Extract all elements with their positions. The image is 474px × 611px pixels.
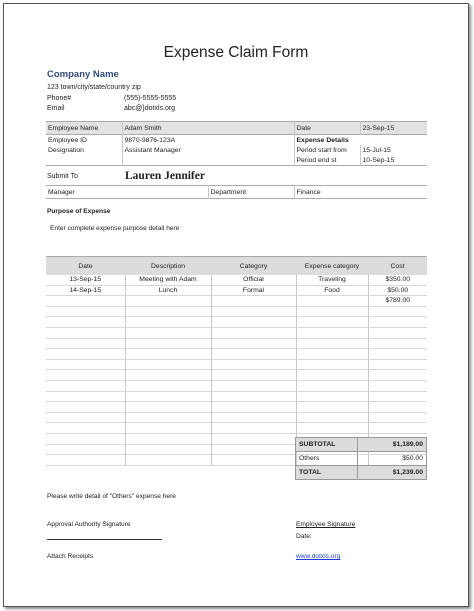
designation-value: Assistant Manager xyxy=(122,145,294,155)
table-row xyxy=(46,391,427,402)
cell-cost[interactable] xyxy=(368,338,427,349)
table-row xyxy=(46,327,427,338)
form-page xyxy=(3,3,469,607)
table-row xyxy=(46,275,427,285)
cell-category[interactable] xyxy=(211,423,296,434)
cell-category[interactable] xyxy=(211,391,296,402)
cell-date[interactable] xyxy=(46,433,125,444)
email-label: Email xyxy=(47,105,65,112)
date-value: 23-Sep-15 xyxy=(360,122,427,135)
cell-cost[interactable] xyxy=(368,306,427,317)
cell-expense-category[interactable] xyxy=(296,423,368,434)
period-start-label: Period start from xyxy=(294,145,360,155)
cell-description[interactable] xyxy=(125,391,211,402)
cell-expense-category[interactable] xyxy=(296,327,368,338)
cell-category[interactable] xyxy=(211,370,296,381)
subtotal-label: SUBTOTAL xyxy=(296,438,358,452)
cell-cost[interactable]: $350.00 xyxy=(368,275,427,285)
cell-description[interactable] xyxy=(125,359,211,370)
cell-date[interactable] xyxy=(46,444,125,455)
totals-table xyxy=(295,437,427,480)
cell-category[interactable] xyxy=(211,306,296,317)
col-header-category: Category xyxy=(211,257,296,276)
table-row xyxy=(46,402,427,413)
total-label: TOTAL xyxy=(296,466,358,480)
cell-description[interactable] xyxy=(125,402,211,413)
cell-date[interactable] xyxy=(46,317,125,328)
cell-category[interactable] xyxy=(211,412,296,423)
cell-description[interactable] xyxy=(125,433,211,444)
cell-date[interactable]: 13-Sep-15 xyxy=(46,275,125,285)
approval-signature-label: Approval Authority Signature xyxy=(47,521,131,528)
cell-category[interactable] xyxy=(211,338,296,349)
cell-expense-category[interactable] xyxy=(296,412,368,423)
period-start-value: 15-Jul-15 xyxy=(360,145,427,155)
cell-expense-category[interactable] xyxy=(296,317,368,328)
cell-cost[interactable] xyxy=(368,370,427,381)
col-header-cost: Cost xyxy=(368,257,427,276)
cell-expense-category[interactable]: Traveling xyxy=(296,275,368,285)
employee-signature-label: Employee Signature xyxy=(296,521,356,528)
cell-cost[interactable] xyxy=(368,327,427,338)
submit-to-table xyxy=(46,185,427,199)
cell-date[interactable] xyxy=(46,296,125,307)
table-row xyxy=(46,423,427,434)
cell-description[interactable] xyxy=(125,412,211,423)
cell-cost[interactable] xyxy=(368,359,427,370)
cell-cost[interactable] xyxy=(368,423,427,434)
employee-id-label: Employee ID xyxy=(46,135,122,146)
cell-date[interactable] xyxy=(46,455,125,466)
cell-cost[interactable] xyxy=(368,349,427,360)
cell-category[interactable] xyxy=(211,444,296,455)
submit-to-label: Submit To xyxy=(47,173,78,180)
employee-info-table xyxy=(46,121,427,166)
table-row xyxy=(46,338,427,349)
purpose-label: Purpose of Expense xyxy=(47,208,111,215)
table-row xyxy=(46,285,427,296)
col-header-expense-category: Expense category xyxy=(296,257,368,276)
cell-description[interactable] xyxy=(125,380,211,391)
table-row xyxy=(46,370,427,381)
cell-description[interactable]: Meeting with Adam xyxy=(125,275,211,285)
table-row xyxy=(46,412,427,423)
cell-cost[interactable] xyxy=(368,380,427,391)
website-link[interactable]: www.dotxls.org xyxy=(296,553,341,560)
period-end-value: 10-Sep-15 xyxy=(360,155,427,166)
employee-date-label: Date: xyxy=(296,533,312,540)
cell-expense-category[interactable] xyxy=(296,306,368,317)
cell-expense-category[interactable]: Food xyxy=(296,285,368,296)
cell-description[interactable] xyxy=(125,317,211,328)
cell-expense-category[interactable] xyxy=(296,380,368,391)
department-label: Department xyxy=(208,186,294,199)
approval-signature-line xyxy=(47,539,162,540)
table-row xyxy=(46,349,427,360)
cell-category[interactable] xyxy=(211,380,296,391)
table-row xyxy=(46,306,427,317)
others-value: $50.00 xyxy=(357,452,426,466)
cell-description[interactable] xyxy=(125,370,211,381)
submit-to-name: Lauren Jennifer xyxy=(125,170,205,182)
table-row xyxy=(46,380,427,391)
cell-cost[interactable] xyxy=(368,317,427,328)
cell-date[interactable]: 14-Sep-15 xyxy=(46,285,125,296)
cell-date[interactable] xyxy=(46,412,125,423)
others-note: Please write detail of "Others" expense here xyxy=(47,493,176,500)
cell-description[interactable] xyxy=(125,423,211,434)
cell-category[interactable]: Official xyxy=(211,275,296,285)
cell-cost[interactable] xyxy=(368,412,427,423)
col-header-description: Description xyxy=(125,257,211,276)
cell-category[interactable] xyxy=(211,327,296,338)
cell-date[interactable] xyxy=(46,327,125,338)
period-end-label: Period end st xyxy=(294,155,360,166)
cell-description[interactable]: Lunch xyxy=(125,285,211,296)
employee-name-value: Adam Smith xyxy=(122,122,294,135)
cell-category[interactable] xyxy=(211,359,296,370)
table-row xyxy=(46,296,427,307)
expense-table xyxy=(46,256,427,466)
cell-date[interactable] xyxy=(46,349,125,360)
cell-date[interactable] xyxy=(46,359,125,370)
cell-description[interactable] xyxy=(125,349,211,360)
cell-date[interactable] xyxy=(46,306,125,317)
table-row xyxy=(46,317,427,328)
cell-expense-category[interactable] xyxy=(296,402,368,413)
col-header-date: Date xyxy=(46,257,125,276)
cell-category[interactable]: Formal xyxy=(211,285,296,296)
cell-date[interactable] xyxy=(46,380,125,391)
cell-expense-category[interactable] xyxy=(296,338,368,349)
cell-cost[interactable] xyxy=(368,402,427,413)
cell-description[interactable] xyxy=(125,455,211,466)
email-value: abc@}dotxls.org xyxy=(124,105,176,112)
cell-expense-category[interactable] xyxy=(296,391,368,402)
employee-id-value: 9870-9876-123A xyxy=(122,135,294,146)
department-value: Finance xyxy=(294,186,427,199)
cell-expense-category[interactable] xyxy=(296,370,368,381)
total-value: $1,239.00 xyxy=(357,466,426,480)
cell-expense-category[interactable] xyxy=(296,359,368,370)
table-row xyxy=(46,359,427,370)
cell-expense-category[interactable] xyxy=(296,296,368,307)
phone-label: Phone# xyxy=(47,95,72,102)
cell-category[interactable] xyxy=(211,296,296,307)
cell-cost[interactable]: $789.00 xyxy=(368,296,427,307)
cell-description[interactable] xyxy=(125,338,211,349)
cell-date[interactable] xyxy=(46,370,125,381)
cell-category[interactable] xyxy=(211,317,296,328)
company-address: 123 town/city/state/country zip xyxy=(47,84,141,91)
cell-category[interactable] xyxy=(211,455,296,466)
cell-date[interactable] xyxy=(46,423,125,434)
date-label: Date xyxy=(294,122,360,135)
cell-expense-category[interactable] xyxy=(296,349,368,360)
cell-date[interactable] xyxy=(46,402,125,413)
cell-date[interactable] xyxy=(46,338,125,349)
submit-role: Manager xyxy=(48,188,75,196)
phone-value: (555)-5555-5555 xyxy=(124,95,177,102)
designation-label: Designation xyxy=(48,146,84,154)
cell-date[interactable] xyxy=(46,391,125,402)
cell-category[interactable] xyxy=(211,349,296,360)
cell-description[interactable] xyxy=(125,444,211,455)
cell-description[interactable] xyxy=(125,306,211,317)
cell-cost[interactable] xyxy=(368,391,427,402)
subtotal-value: $1,189.00 xyxy=(357,438,426,452)
others-label: Others xyxy=(296,452,358,466)
employee-name-label: Employee Name xyxy=(46,122,122,135)
cell-cost[interactable]: $50.00 xyxy=(368,285,427,296)
purpose-text[interactable]: Enter complete expense purpose detail here xyxy=(50,225,180,232)
attach-receipts-label: Attach Receipts xyxy=(47,553,94,560)
expense-details-label: Expense Details xyxy=(294,135,427,146)
cell-category[interactable] xyxy=(211,402,296,413)
form-title: Expense Claim Form xyxy=(163,44,309,61)
cell-description[interactable] xyxy=(125,296,211,307)
cell-description[interactable] xyxy=(125,327,211,338)
cell-category[interactable] xyxy=(211,433,296,444)
company-name: Company Name xyxy=(47,69,119,80)
